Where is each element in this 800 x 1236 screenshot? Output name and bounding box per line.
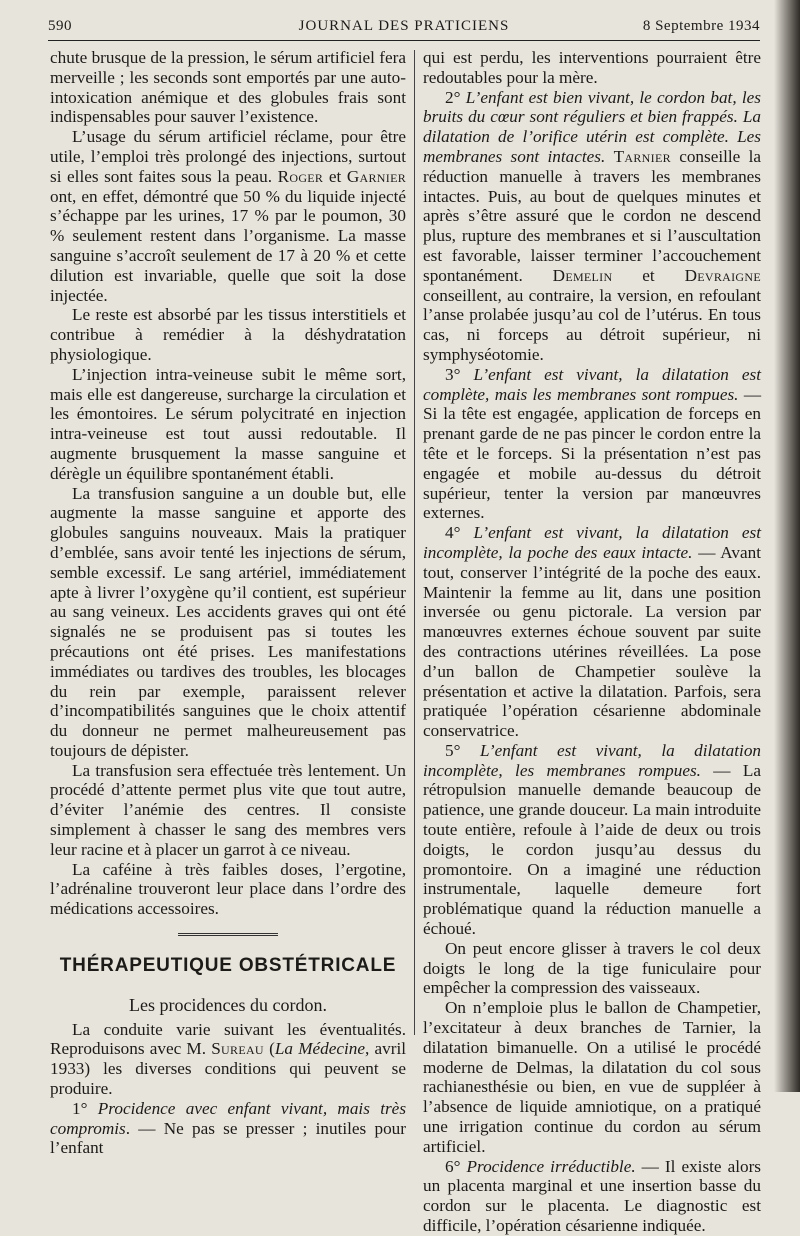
paragraph	[423, 939, 761, 998]
paragraph	[50, 305, 406, 364]
author-name: Sureau	[211, 1039, 264, 1059]
header-rule	[48, 40, 760, 41]
text-run: L’usage du sérum artificiel réclame, pour être utile, l’emploi très prolongé des injections, surtout si elles sont faites sous la peau.	[50, 127, 406, 186]
italic-run: L’enfant est vivant, la dilatation incomplète, les membranes rompues.	[423, 740, 762, 780]
paragraph	[50, 1020, 406, 1099]
text-run: La transfusion sera effectuée très lentement. Un procédé d’attente permet plus vite que tout autre, d’éviter l’anémie des centres. Il consiste simplement à chasser le sang des membres vers leur racine et à placer un garrot à ce niveau.	[50, 760, 406, 859]
author-name: Devraigne	[684, 265, 761, 285]
text-run: La transfusion sanguine a un double but, elle augmente la masse sanguine et apporte des globules sanguins nouveaux. Mais la pratiquer d’emblée, sans avoir tenté les injections de sérum, semble excessif. Le sang artériel, immédiatement apte à livrer l’oxygène qu’il contient, est supérieur au sang veineux. Les accidents graves qui ont été signalés ne se produisent pas si toutes les précautions ont été prises. Les manifestations immédiates ou tardives des troubles, les blocages du rein par exemple, paraissent relever d’incompatibilités sanguines que le choix attentif du donneur ne permet malheureusement pas toujours de dépister.	[50, 483, 406, 760]
paragraph	[423, 88, 761, 365]
text-run: 6°	[445, 1156, 467, 1176]
text-run: 4°	[445, 523, 474, 543]
paragraph	[50, 48, 406, 127]
italic-run: L’enfant est bien vivant, le cordon bat, les bruits du cœur sont réguliers et bien frappés. La dilatation de l’orifice utérin est complète. Les membranes sont intactes.	[423, 87, 761, 166]
page-header	[48, 14, 760, 38]
italic-run: L’enfant est vivant, la dilatation est incomplète, la poche des eaux intacte.	[423, 523, 762, 562]
binding-shadow	[774, 0, 800, 1092]
author-name: Roger	[277, 166, 324, 186]
paragraph	[423, 523, 761, 741]
text-run: — Avant tout, conserver l’intégrité de la poche des eaux. Maintenir la femme au lit, dans une position inversée ou genu pictorale. La version par manœuvres externes échoue souvent par suite des contractions utérines réveillées. La pose d’un ballon de Champetier soulève la présentation et active la dilatation. Parfois, sera pratiquée l’opération césarienne abdominale conservatrice.	[423, 542, 761, 741]
text-run: 2°	[445, 87, 466, 107]
author-name: Demelin	[552, 265, 613, 285]
text-run: . — Ne pas se presser ; inutiles pour l’enfant	[50, 1118, 406, 1158]
italic-run: L’enfant est vivant, la dilatation est complète, mais les membranes sont rompues.	[423, 364, 762, 404]
paragraph	[50, 365, 406, 484]
text-run: 3°	[445, 364, 474, 384]
text-run: — Il existe alors un placenta marginal et une insertion basse du cordon sur le placenta. Le diagnostic est difficile, l’opération césarienne indiquée.	[423, 1156, 761, 1236]
article-subtitle: Les procidences du cordon.	[129, 994, 327, 1015]
left-column	[50, 48, 406, 1158]
paragraph	[423, 365, 761, 523]
text-run: Le reste est absorbé par les tissus interstitiels et contribue à remédier à la déshydratation physiologique.	[50, 305, 406, 364]
text-run: ont, en effet, démontré que 50 % du liquide injecté s’échappe par les urines, 17 % par le poumon, 30 % seulement restent dans l’organisme. La masse sanguine s’accroît seulement de 17 à 20 % et cette dilution est invariable, quelle que soit la dose injectée.	[50, 186, 406, 305]
section-title: THÉRAPEUTIQUE OBSTÉTRICALE	[59, 955, 397, 977]
paragraph	[50, 860, 406, 919]
text-run: — Si la tête est engagée, application de forceps en prenant garde de ne pas pincer le cordon entre la tête et le forceps. Si la présentation n’est pas engagée et mobile au-dessus du détroit supérieur, tenter la version par manœuvres externes.	[423, 384, 761, 523]
italic-run: Procidence avec enfant vivant, mais très compromis	[50, 1098, 407, 1138]
author-name: Garnier	[346, 166, 407, 186]
text-run	[605, 147, 613, 166]
section-separator	[178, 933, 278, 936]
text-run: L’injection intra-veineuse subit le même sort, mais elle est dangereuse, surcharge la circulation et les émontoires. Le sérum polycitraté en injection intra-veineuse est tout aussi redoutable. Il augmente brusquement la masse sanguine et dérègle un équilibre spontanément établi.	[50, 364, 406, 483]
paragraph	[423, 741, 761, 939]
column-divider	[414, 50, 415, 1035]
text-run: La caféine à très faibles doses, l’ergotine, l’adrénaline trouveront leur place dans l’ordre des médications accessoires.	[50, 859, 406, 919]
italic-run: La Médecine	[274, 1039, 365, 1059]
paragraph	[50, 484, 406, 761]
journal-title: JOURNAL DES PRATICIENS	[298, 18, 510, 34]
text-run: conseillent, au contraire, la version, en refoulant l’anse prolabée jusqu’au col de l’utérus. En tous cas, ni forceps au détroit supérieur, ni symphyséotomie.	[423, 285, 761, 364]
text-run: chute brusque de la pression, le sérum artificiel fera merveille ; les seconds sont emportés par une auto-intoxication anémique et des globules frais sont indispensables pour sauver l’existence.	[50, 48, 406, 127]
right-column	[423, 48, 761, 1236]
paragraph	[50, 761, 406, 860]
text-run: et	[612, 265, 685, 285]
text-run: (	[263, 1039, 275, 1059]
text-run: , avril 1933) les diverses conditions qui peuvent se produire.	[50, 1039, 406, 1099]
paragraph	[50, 1099, 406, 1158]
paragraph	[50, 127, 406, 305]
paragraph	[423, 998, 761, 1156]
text-run: qui est perdu, les interventions pourraient être redoutables pour la mère.	[423, 48, 761, 87]
italic-run: Procidence irréductible.	[466, 1156, 636, 1176]
text-run: conseille la réduction manuelle à travers les membranes intactes. Puis, au bout de quelques minutes et après s’être assuré que le cordon ne descend plus, rupture des membranes et si l’auscultation est favorable, laisser terminer l’accouchement spontanément.	[423, 146, 761, 285]
text-run: On n’emploie plus le ballon de Champetier, l’excitateur à deux branches de Tarnier, la dilatation bimanuelle. On a utilisé le procédé moderne de Delmas, la dilatation du col sous rachianesthésie ou bien, en vue de suppléer à l’absence de liquide amniotique, on a pratiqué une irrigation continue du cordon au sérum artificiel.	[423, 998, 761, 1156]
text-run: 1°	[72, 1098, 98, 1118]
author-name: Tarnier	[613, 146, 671, 166]
text-run: et	[323, 166, 347, 186]
issue-date: 8 Septembre 1934	[642, 18, 760, 34]
text-run: — La rétropulsion manuelle demande beaucoup de patience, une grande douceur. La main introduite toute entière, refoule à l’aide de deux ou trois doigts, le cordon jusqu’au dessus du promontoire. On a imaginé une réduction instrumentale, laquelle demeure fort problématique quand la réduction manuelle a échoué.	[423, 760, 761, 939]
text-run: La conduite varie suivant les éventualités. Reproduisons avec M.	[50, 1019, 406, 1059]
text-run: On peut encore glisser à travers le col deux doigts le long de la tige funiculaire pour empêcher la compression des vaisseaux.	[423, 938, 761, 998]
text-run: 5°	[445, 740, 480, 760]
paragraph	[423, 1157, 761, 1236]
paragraph	[423, 48, 761, 88]
page-number: 590	[48, 18, 72, 34]
